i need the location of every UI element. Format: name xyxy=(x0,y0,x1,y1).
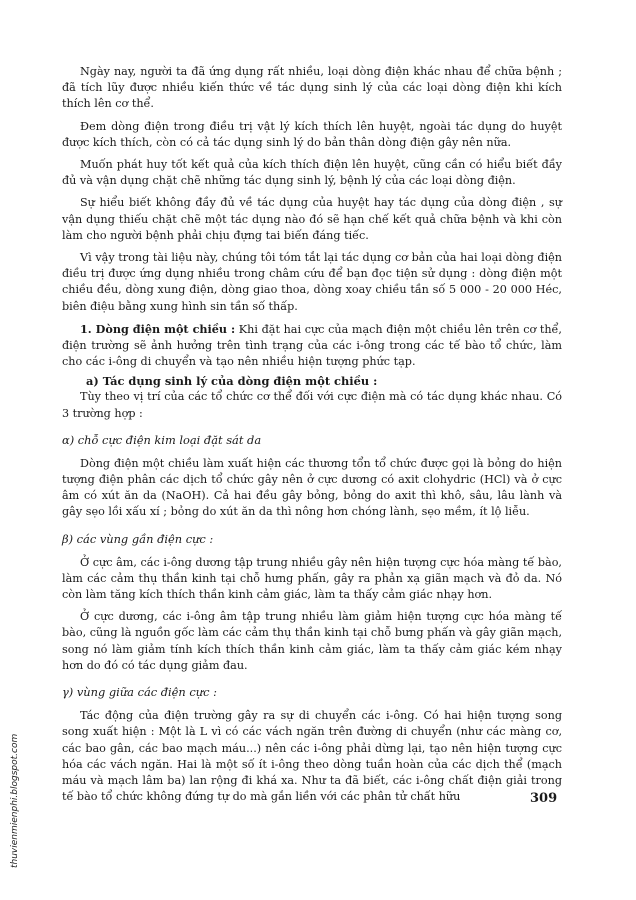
paragraph: Ngày nay, người ta đã ứng dụng rất nhiều, loại dòng điện khác nhau để chữa bệnh ; đã tích lũy được nhiều kiến thức về tác dụng sinh lý của các loại dòng điện khi kích thích lên cơ thể. xyxy=(62,65,562,111)
paragraph: Vì vậy trong tài liệu này, chúng tôi tóm tắt lại tác dụng cơ bản của hai loại dòng điện điều trị được ứng dụng nhiều trong châm cứu để bạn đọc tiện sử dụng : dòng điện một chiều đều, dòng xung điện, dòng giao thoa, dòng xoay chiều tần số 5 000 - 20 000 Héc, biên điệu bằng xung hình sin tần số thấp. xyxy=(62,251,562,313)
paragraph: Sự hiểu biết không đầy đủ về tác dụng của huyệt hay tác dụng của dòng điện , sự vận dụng thiếu chặt chẽ một tác dụng nào đó sẽ hạn chế kết quả chữa bệnh và khi còn làm cho người bệnh phải chịu đựng tai biến đáng tiếc. xyxy=(62,196,562,242)
paragraph: Muốn phát huy tốt kết quả của kích thích điện lên huyệt, cũng cần có hiểu biết đầy đủ và vận dụng chặt chẽ những tác dụng sinh lý, bệnh lý của các loại dòng điện. xyxy=(62,158,562,188)
paragraph: Tùy theo vị trí của các tổ chức cơ thể đối với cực điện mà có tác dụng khác nhau. Có 3 trường hợp : xyxy=(62,390,562,420)
paragraph: Tác động của điện trường gây ra sự di chuyển các i-ông. Có hai hiện tượng song song xuất hiện : Một là L vì có các vách ngăn trên đường di chuyển (như các màng cơ, các bao gân, các bao mạch máu...) nên các i-ông phải dừng lại, tạo nên hiện tượng cực hóa các vách ngăn. Hai là một số ít i-ông theo dòng tuần hoàn của các dịch thể (mạch máu và mạch lâm ba) lan rộng đi khá xa. Như ta đã biết, các i-ông chất điện giải trong tế bào tổ chức không đứng tự do mà gắn liền với các phân tử chất hữu xyxy=(62,709,562,804)
paragraph: Dòng điện một chiều làm xuất hiện các thương tổn tổ chức được gọi là bỏng do hiện tượng điện phân các dịch tổ chức gây nên ở cực dương có axit clohydric (HCl) và ở cực âm có xút ăn da (NaOH). Cả hai đều gây bỏng, bỏng do axit thì khô, sâu, lâu lành và gây sẹo lồi xấu xí ; bỏng do xút ăn da thì nông hơn chóng lành, sẹo mềm, ít lộ liễu. xyxy=(62,456,562,519)
watermark: thuvienmienphi.blogspot.com xyxy=(10,733,20,868)
page-number: 309 xyxy=(530,791,558,806)
paragraph: Đem dòng điện trong điều trị vật lý kích thích lên huyệt, ngoài tác dụng do huyệt được kích thích, còn có cả tác dụng sinh lý do bản thân dòng điện gây nên nữa. xyxy=(62,119,562,149)
section-paragraph xyxy=(62,321,562,371)
section-text: Khi đặt hai cực của mạch điện một chiều lên trên cơ thể, điện trường sẽ ảnh hưởng trên tình trạng của các i-ông trong các tế bào tổ chức, làm cho các i-ông di chuyển và tạo nên nhiều hiện tượng phức tạp. xyxy=(62,322,562,369)
page-body xyxy=(62,64,562,805)
paragraph: Ở cực âm, các i-ông dương tập trung nhiều gây nên hiện tượng cực hóa màng tế bào, làm các cảm thụ thần kinh tại chỗ hưng phấn, gây ra phản xạ giãn mạch và đỏ da. Nó còn làm tăng kích thích thần kinh cảm giác, làm ta thấy cảm giác nhạy hơn. xyxy=(62,555,562,602)
case-heading-gamma: γ) vùng giữa các điện cực : xyxy=(62,685,217,700)
subsection-heading: a) Tác dụng sinh lý của dòng điện một chiều : xyxy=(86,374,378,389)
section-heading: 1. Dòng điện một chiều : xyxy=(80,321,236,336)
case-heading-beta: β) các vùng gần điện cực : xyxy=(62,531,214,546)
case-heading-alpha: α) chỗ cực điện kim loại đặt sát da xyxy=(62,432,262,447)
paragraph: Ở cực dương, các i-ông âm tập trung nhiều làm giảm hiện tượng cực hóa màng tế bào, cũng là nguồn gốc làm các cảm thụ thần kinh tại chỗ bưng phấn và gây giãn mạch, song nó làm giảm tính kích thích thần kinh cảm giác, làm ta thấy cảm giác kém nhạy hơn do đó có tác dụng giảm đau. xyxy=(62,610,562,672)
